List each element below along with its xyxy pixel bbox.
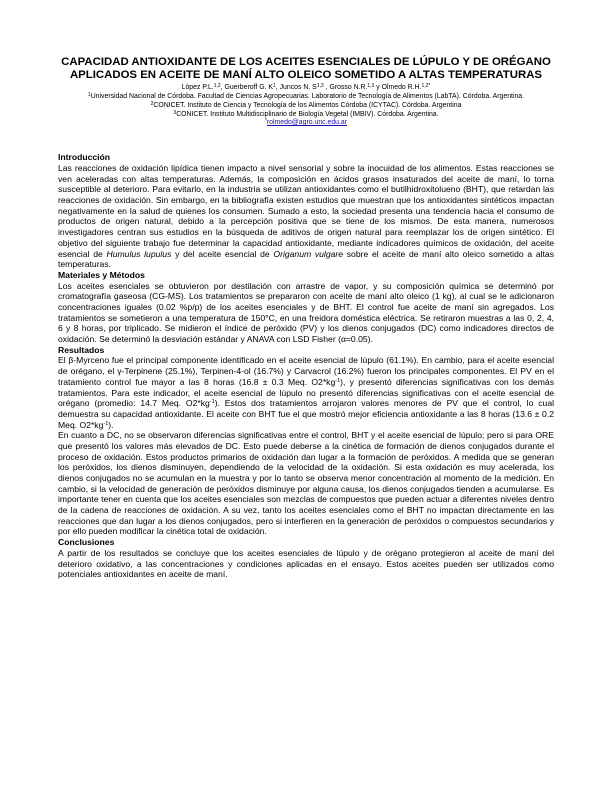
- results-paragraph-1: [58, 355, 554, 430]
- affiliation-2-text: CONICET. Instituto de Ciencia y Tecnología de los Alimentos Córdoba (ICYTAC). Córdoba. Argentina: [153, 101, 462, 109]
- methods-paragraph: Los aceites esenciales se obtuvieron por destilación con arrastre de vapor, y su composición química se determinó por cromatografía gaseosa (CG-MS). Los tratamientos se prepararon con aceite de maní alto oleico (1 kg), al cual se le adicionaron concentraciones iguales (0.02 %p/p) de los aceites esenciales y de BHT. El control fue aceite de maní sin agregados. Los tratamientos se sometieron a una temperatura de 150°C, en una freidora doméstica eléctrica. Se retiraron muestras a las 0, 2, 4, 6 y 8 horas, por triplicado. Se midieron el índice de peróxido (PV) y los dienos conjugados (DC) como indicadores directos de oxidación. Se determinó la desviación estándar y ANAVA con LSD Fisher (α=0.05).: [58, 280, 554, 345]
- email-link[interactable]: rolmedo@agro.unc.edu.ar: [266, 119, 348, 127]
- author-2-sup: 1: [273, 82, 276, 89]
- affiliation-1-text: Universidad Nacional de Córdoba. Facultad de Ciencias Agropecuarias. Laboratorio de Tecnología de Alimentos (LabTA). Córdoba. Argentina.: [90, 92, 525, 100]
- paper-title: CAPACIDAD ANTIOXIDANTE DE LOS ACEITES ESENCIALES DE LÚPULO Y DE ORÉGANO APLICADOS EN ACEITE DE MANÍ ALTO OLEICO SOMETIDO A ALTAS TEMPERATURAS: [61, 56, 551, 82]
- intro-paragraph: [58, 163, 554, 270]
- author-line: [58, 84, 554, 93]
- author-3-sup: 1,3: [316, 82, 324, 89]
- affiliation-2: [58, 102, 554, 111]
- conclusions-paragraph: A partir de los resultados se concluye que los aceites esenciales de lúpulo y de orégano protegieron al aceite de maní del deterioro oxidativo, a las concentraciones y condiciones aplicadas en el ensayo. Estos aceites pueden ser utilizados como potenciales antioxidantes en aceite de maní.: [58, 547, 554, 580]
- results-text-c: ). Estos dos tratamientos arrojaron valores menores de PV que el control, lo cual demuestra su capacidad antioxidante. El aceite con BHT fue el que mostró mejor eficiencia antioxidante a las 8 horas (13.6 ± 0.2 Meq. O2*kg: [58, 398, 555, 430]
- intro-text-b: y del aceite esencial de: [171, 248, 274, 259]
- results-text-a: El β-Myrceno fue el principal componente identificado en el aceite esencial de lúpulo (61.1%). En cambio, para el aceite esencial de orégano, el γ-Terpinene (25.1%), Terpinen-4-ol (16.7%) y Carvacrol (16.2%) fueron los principales componentes. El PV en el tratamiento control fue mayor a las 8 horas (16.8 ± 0.3 Meq. O2*kg: [58, 355, 554, 387]
- species-humulus: Humulus lupulus: [106, 248, 172, 259]
- results-paragraph-2: En cuanto a DC, no se observaron diferencias significativas entre el control, BHT y el aceite esencial de lúpulo; pero si para ORE que presentó los valores más elevados de DC. Esto puede deberse a la cinética de formación de dienos conjugados durante el proceso de oxidación. Estos productos primarios de oxidación dan lugar a la formación de peróxidos. A medida que se generan los peróxidos, los dienos disminuyen, dependiendo de la velocidad de la oxidación. Si esta oxidación es muy acelerada, los dienos conjugados no se acumulan en la muestra y por lo tanto se observa menor concentración al momento de la medición. En cambio, si la velocidad de generación de peróxidos disminuye por alguna causa, los dienos conjugados tienden a acumularse. Es importante tener en cuenta que los aceites esenciales son mezclas de compuestos que pueden actuar a diferentes niveles dentro de la cadena de reacciones de oxidación. A su vez, tanto los aceites esenciales como el BHT no impactan directamente en las reacciones que dan lugar a los dienos conjugados, pero si interfieren en la generación de peróxidos o compuestos secundarios y por ello pueden modificar la cinética total de oxidación.: [58, 430, 554, 537]
- intro-text-a: Las reacciones de oxidación lipídica tienen impacto a nivel sensorial y sobre la inocuidad de los alimentos. Estas reacciones se ven aceleradas con altas temperaturas. Además, la composición en ácidos grasos insaturados del aceite de maní, lo torna susceptible al deterioro. Para evitarlo, en la industria se utilizan antioxidantes como el butilhidroxitolueno (BHT), que retardan las reacciones de oxidación. Sin embargo, en la bibliografía existen estudios que muestran que los antioxidantes sintéticos impactan negativamente en la salud de quienes los consumen. Sumado a esto, la sociedad presenta una tendencia hacia el consumo de productos de origen natural, debido a la percepción positiva que se tiene de los mismos. De esta manera, numerosos investigadores centran sus estudios en la búsqueda de aditivos de origen natural para reemplazar los de origen sintético. El objetivo del siguiente trabajo fue determinar la capacidad antioxidante, mediante indicadores químicos de oxidación, del aceite esencial de: [58, 163, 554, 259]
- results-sup-3: -1: [103, 420, 109, 427]
- author-4: , Grosso N.R.: [323, 83, 368, 91]
- affiliation-1: [58, 93, 554, 102]
- author-3: , Juncos N. S: [275, 83, 317, 91]
- paper-page: [58, 56, 554, 580]
- heading-metodos: Materiales y Métodos: [58, 269, 145, 280]
- results-text-b: ), y presentó diferencias significativas con los demás tratamientos. Para este indicador, el aceite esencial de lúpulo no presentó diferencias significativas con el aceite esencial de orégano (promedio: 14.7 Meq. O2*kg: [58, 376, 554, 409]
- results-text-d: ).: [108, 419, 114, 430]
- affiliation-3-text: CONICET. Instituto Multidisciplinario de Biología Vegetal (IMBIV). Córdoba. Argentina.: [176, 110, 439, 118]
- author-2: , Guerberoff G. K: [220, 83, 273, 91]
- heading-conclusiones: Conclusiones: [58, 537, 115, 548]
- results-sup-2: -1: [209, 399, 215, 406]
- author-5: y Olmedo R.H.: [374, 83, 422, 91]
- author-1-sup: 1,2: [213, 82, 221, 89]
- species-origanum: Origanum vulgare: [273, 248, 344, 259]
- email-sup: *: [264, 118, 267, 125]
- heading-resultados: Resultados: [58, 344, 105, 355]
- email-line: [58, 119, 554, 128]
- affiliation-2-sup: 2: [150, 100, 154, 107]
- author-4-sup: 1,3: [367, 82, 375, 89]
- results-sup-1: -1: [335, 377, 341, 384]
- heading-introduccion: Introducción: [58, 152, 111, 163]
- author-1: López P.L.: [181, 83, 214, 91]
- affiliation-1-sup: 1: [87, 91, 91, 98]
- affiliation-3-sup: 3: [173, 109, 177, 116]
- author-5-sup: 1,2*: [421, 82, 431, 89]
- intro-text-c: sobre el aceite de maní alto oleico sometido a altas temperaturas.: [58, 248, 554, 270]
